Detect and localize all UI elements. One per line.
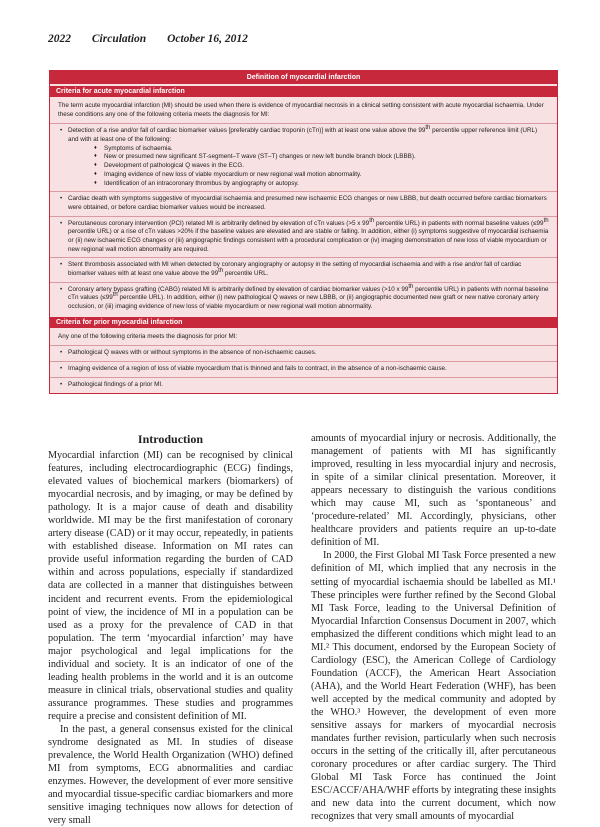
criteria-item: • Imaging evidence of a region of loss of viable myocardium that is thinned and fails to contract, in the absence of a non-ischaemic cause.: [50, 361, 557, 377]
bullet-icon: •: [60, 195, 63, 203]
criteria-item: • Pathological Q waves with or without symptoms in the absence of non-ischaemic causes.: [50, 345, 557, 361]
box-title: Definition of myocardial infarction: [50, 71, 557, 84]
bullet-icon: •: [60, 261, 63, 269]
sub-criteria-item: ♦ New or presumed new significant ST-segment–T wave (ST–T) changes or new left bundle branch block (LBBB).: [94, 153, 416, 161]
bullet-icon: •: [60, 285, 63, 293]
issue-date: October 16, 2012: [167, 33, 248, 45]
criteria-item: • Percutaneous coronary intervention (PCI) related MI is arbitrarily defined by elevation of cTn values (>5 x 99th percentile URL) in patients with normal baseline values (≤99th percentile URL) or a rise of cTn values >20% if the baseline values are elevated and are stable or falling. In addition, either (i) symptoms suggestive of myocardial ischaemia or (ii) new ischaemic ECG changes or (iii) angiographic findings consistent with a procedural complication or (iv) imaging demonstration of new loss of viable myocardium or new regional wall motion abnormality are required.: [50, 216, 557, 258]
sub-criteria-item: ♦ Development of pathological Q waves in the ECG.: [94, 162, 245, 170]
bullet-icon: •: [60, 219, 63, 227]
bullet-icon: •: [60, 380, 63, 388]
right-column: [311, 432, 556, 823]
paragraph: In the past, a general consensus existed for the clinical syndrome designated as MI. In studies of disease prevalence, the World Health Organization (WHO) defined MI from symptoms, ECG abnormalities and cardiac enzymes. However, the development of ever more sensitive and myocardial tissue-specific cardiac biomarkers and more sensitive imaging techniques now allows for detection of very small: [48, 723, 293, 827]
prior-mi-heading: Criteria for prior myocardial infarction: [50, 315, 557, 328]
diamond-icon: ♦: [94, 144, 97, 151]
sub-criteria-item: ♦ Symptoms of ischaemia.: [94, 144, 173, 152]
criteria-text: Detection of a rise and/or fall of cardiac biomarker values [preferably cardiac troponin (cTn)] with at least one value above the 99th percentile upper reference limit (URL) and with at least one of the following:: [68, 125, 538, 144]
journal-name: Circulation: [91, 33, 147, 45]
criteria-item: • Coronary artery bypass grafting (CABG) related MI is arbitrarily defined by elevation of cardiac biomarker values (>10 x 99th percentile URL) in patients with normal baseline cTn values (≤99th percentile URL). In addition, either (i) new pathological Q waves or new LBBB, or (ii) angiographic documented new graft or new native coronary artery occlusion, or (iii) imaging evidence of new loss of viable myocardium or new regional wall motion abnormality.: [50, 282, 557, 315]
sub-criteria-item: ♦ Imaging evidence of new loss of viable myocardium or new regional wall motion abnormality.: [94, 170, 362, 178]
acute-mi-heading: Criteria for acute myocardial infarction: [50, 84, 557, 97]
running-header: [48, 33, 266, 45]
page-number: 2022: [48, 33, 71, 45]
diamond-icon: ♦: [94, 162, 97, 169]
diamond-icon: ♦: [94, 153, 97, 160]
criteria-item: [50, 123, 557, 191]
criteria-item: • Pathological findings of a prior MI.: [50, 377, 557, 393]
paragraph: In 2000, the First Global MI Task Force presented a new definition of MI, which implied that any necrosis in the setting of myocardial ischaemia should be labelled as MI.¹ These principles were further refined by the Second Global MI Task Force, leading to the Universal Definition of Myocardial Infarction Consensus Document in 2007, which emphasized the different conditions which might lead to an MI.² This document, endorsed by the European Society of Cardiology (ESC), the American College of Cardiology Foundation (ACCF), the American Heart Association (AHA), and the World Heart Federation (WHF), has been well accepted by the medical community and adopted by the WHO.³ However, the development of even more sensitive assays for markers of myocardial necrosis mandates further revision, particularly when such necrosis occurs in the setting of the critically ill, after percutaneous coronary procedures or after cardiac surgery. The Third Global MI Task Force has continued the Joint ESC/ACCF/AHA/WHF efforts by integrating these insights and new data into the current document, which now recognizes that very small amounts of myocardial: [311, 550, 556, 823]
criteria-item: • Stent thrombosis associated with MI when detected by coronary angiography or autopsy in the setting of myocardial ischaemia and with a rise and/or fall of cardiac biomarker values with at least one value above the 99th percentile URL.: [50, 257, 557, 281]
definition-box: [49, 70, 558, 394]
paragraph: Myocardial infarction (MI) can be recognised by clinical features, including electrocardiographic (ECG) findings, elevated values of biochemical markers (biomarkers) of myocardial necrosis, and by imaging, or may be defined by pathology. It is a major cause of death and disability worldwide. MI may be the first manifestation of coronary artery disease (CAD) or it may occur, repeatedly, in patients with established disease. Information on MI rates can provide useful information regarding the burden of CAD within and across populations, especially if standardized data are collected in a manner that distinguishes between incident and recurrent events. From the epidemiological point of view, the incidence of MI in a population can be used as a proxy for the prevalence of CAD in that population. The term ‘myocardial infarction’ may have major psychological and legal implications for the individual and society. It is an indicator of one of the leading health problems in the world and it is an outcome measure in clinical trials, observational studies and quality assurance programmes. These studies and programmes require a precise and consistent definition of MI.: [48, 450, 293, 722]
bullet-icon: •: [60, 365, 63, 373]
bullet-icon: •: [60, 349, 63, 357]
diamond-icon: ♦: [94, 179, 97, 186]
sub-criteria-item: ♦ Identification of an intracoronary thrombus by angiography or autopsy.: [94, 179, 299, 187]
acute-mi-intro: The term acute myocardial infarction (MI) should be used when there is evidence of myocardial necrosis in a clinical setting consistent with acute myocardial ischaemia. Under these conditions any one of the following criteria meets the diagnosis for MI:: [58, 102, 544, 118]
diamond-icon: ♦: [94, 170, 97, 177]
paragraph: amounts of myocardial injury or necrosis. Additionally, the management of patients with MI has significantly improved, resulting in less myocardial injury and necrosis, in spite of a similar clinical presentation. Moreover, it appears necessary to distinguish the various conditions which may cause MI, such as ‘spontaneous’ and ‘procedure-related’ MI. Accordingly, physicians, other healthcare providers and patients require an up-to-date definition of MI.: [311, 433, 556, 549]
left-column: [48, 432, 293, 827]
section-heading: Introduction: [137, 432, 204, 446]
criteria-item: • Cardiac death with symptoms suggestive of myocardial ischaemia and presumed new ischaemic ECG changes or new LBBB, but death occurred before cardiac biomarkers were obtained, or before cardiac biomarker values would be increased.: [50, 191, 557, 215]
bullet-icon: •: [60, 127, 63, 135]
prior-mi-intro: Any one of the following criteria meets the diagnosis for prior MI:: [58, 332, 238, 340]
